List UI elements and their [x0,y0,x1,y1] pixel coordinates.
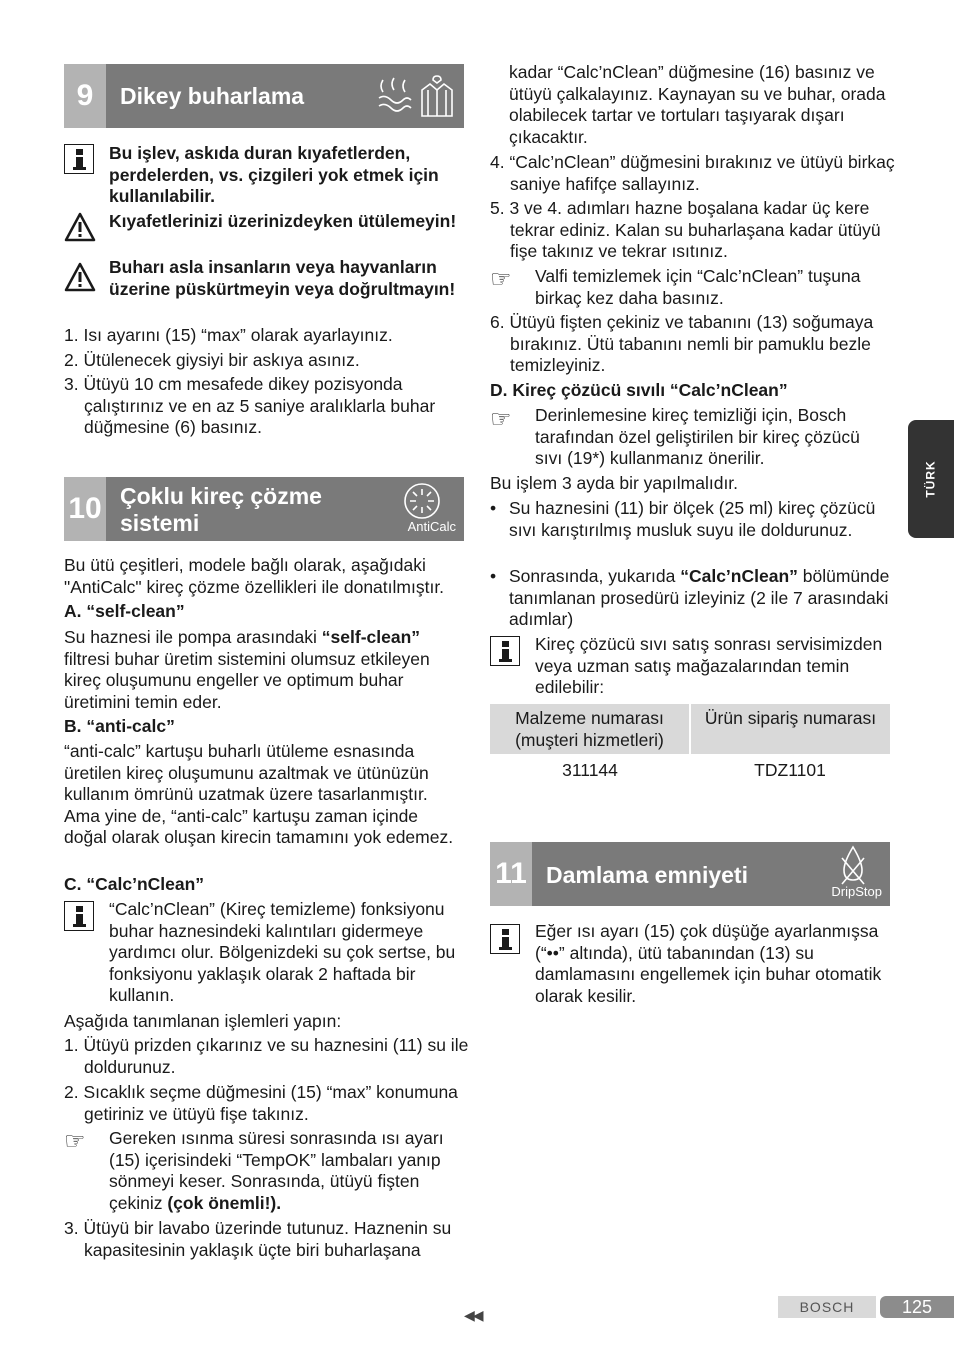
section-9-header [64,64,464,128]
page-number: 125 [880,1296,954,1318]
s10-d-heading: D. Kireç çözücü sıvılı “Calc’nClean” [490,380,788,400]
table-header: Ürün sipariş numarası [690,704,890,754]
s10-c-instruction: Aşağıda tanımlanan işlemleri yapın: [64,1011,342,1031]
s10-a-text: Su haznesi ile pompa arasındaki “self-clean” filtresi buhar üretim sistemini olumsuz etkileyen kireç oluşumunu engeller ve optimum buhar üretimini temin eder. [64,627,430,712]
dripstop-label: DripStop [831,883,882,899]
pointing-hand-icon: ☞ [490,266,512,293]
info-icon [64,901,94,931]
s10-c-info: “Calc’nClean” (Kireç temizleme) fonksiyonu buhar haznesindeki kalıntıları gidermeye yardımcı olur. Bölgenizdeki su çok sertse, bu fonksiyonu yaklaşık olarak 2 haftada bir kullanın. [109,899,456,1005]
language-tab-label: TÜRK [923,460,938,498]
step-item: 2. Ütülenecek giysiyi bir askıya asınız. [64,349,360,370]
warning-icon [64,212,96,242]
table-header-row [490,704,890,754]
step-item: 3. Ütüyü 10 cm mesafede dikey pozisyonda çalıştırınız ve en az 5 saniye aralıklarla buhar düğmesine (6) basınız. [64,374,436,437]
step-item: 2. Sıcaklık seçme düğmesini (15) “max” konumuna getiriniz ve ütüyü fişe takınız. [64,1082,458,1124]
shirt-icon [418,74,456,118]
s10-c-note: Gereken ısınma süresi sonrasında ısı ayarı (15) içerisindeki “TempOK” lambaları yanıp sönmeyi keser. Sonrasında, ütüyü fişten çekiniz (çok önemli!). [109,1128,444,1213]
page-nav-arrows[interactable]: ◀◀ [464,1307,482,1323]
list-item: • Su haznesini (11) bir ölçek (25 ml) kireç çözücü sıvı karıştırılmış musluk suyu ile doldurunuz. [490,498,876,540]
section-number: 11 [490,842,532,906]
section-11-header [490,842,890,906]
step-item: 4. “Calc’nClean” düğmesini bırakınız ve ütüyü birkaç saniye hafifçe sallayınız. [490,152,895,194]
step-item: 3. Ütüyü bir lavabo üzerinde tutunuz. Haznenin su kapasitesinin yaklaşık üçte biri buharlaşana [64,1218,452,1260]
steam-icon [375,74,413,118]
s10-a-heading: A. “self-clean” [64,601,185,621]
s11-info-text: Eğer ısı ayarı (15) çok düşüğe ayarlanmışsa (“••” altında), ütü tabanından (13) su damlamasını engellemek için buhar otomatik olarak kesilir. [535,921,882,1006]
info-icon [490,636,520,666]
pointing-hand-icon: ☞ [490,406,512,433]
list-item: • Sonrasında, yukarıda “Calc’nClean” bölümünde tanımlanan prosedürü izleyiniz (2 ile 7 arasındaki adımlar) [490,566,890,629]
info-icon [490,924,520,954]
section-title-line-1: Çoklu kireç çözme [120,483,322,509]
step-item: 6. Ütüyü fişten çekiniz ve tabanını (13) soğumaya bırakınız. Ütü tabanını nemli bir pamuklu bezle temizleyiniz. [490,312,874,375]
section-title: Damlama emniyeti [546,862,748,888]
section-number: 10 [64,477,106,541]
step-item-continued: kadar “Calc’nClean” düğmesine (16) basınız ve ütüyü çalkalayınız. Kaynayan su ve buhar, orada olabilecek tartar ve tortuları taşıyarak dışarı çıkacaktır. [509,62,886,147]
section-title-line-2: sistemi [120,510,200,536]
s10-c-heading: C. “Calc’nClean” [64,874,205,894]
table-cell: TDZ1101 [754,760,826,780]
s9-warning-1: Kıyafetlerinizi üzerinizdeyken ütülemeyin! [109,211,457,231]
s10-c-note-2: Valfi temizlemek için “Calc’nClean” tuşuna birkaç kez daha basınız. [535,266,861,308]
table-cell: 311144 [562,760,618,780]
warning-icon [64,262,96,292]
section-number: 9 [64,64,106,128]
parts-table [490,704,890,788]
language-tab [908,420,954,538]
s10-d-note: Derinlemesine kireç temizliği için, Bosch tarafından özel geliştirilen bir kireç çözücü sıvı (19*) kullanmanız önerilir. [535,405,860,468]
s9-steps [64,325,464,439]
s9-info-text: Bu işlev, askıda duran kıyafetlerden, perdelerden, vs. çizgileri yok etmek için kullanılabilir. [109,143,439,206]
s10-b-heading: B. “anti-calc” [64,716,175,736]
s9-warning-2: Buharı asla insanların veya hayvanların üzerine püskürtmeyin veya doğrultmayın! [109,257,456,299]
pointing-hand-icon: ☞ [64,1128,86,1155]
section-10-header [64,477,464,541]
table-header: Malzeme numarası (muşteri hizmetleri) [490,704,690,754]
step-item: 1. Ütüyü prizden çıkarınız ve su haznesini (11) su ile doldurunuz. [64,1035,469,1077]
anticalc-label: AntiCalc [407,518,456,534]
s10-d-frequency: Bu işlem 3 ayda bir yapılmalıdır. [490,473,739,493]
step-item: 1. Isı ayarını (15) “max” olarak ayarlayınız. [64,325,393,345]
s10-d-info: Kireç çözücü sıvı satış sonrası servisimizden veya uzman satış mağazalarından temin edilebilir: [535,634,883,697]
info-icon [64,144,94,174]
s10-b-text: “anti-calc” kartuşu buharlı ütüleme esnasında üretilen kireç oluşumunu azaltmak ve ütünüzün kullanım ömrünü uzatmak üzere tasarlanmıştır. Ama yine de, “anti-calc” kartuşu zaman içinde doğal olarak oluşan kirecin tamamını yok edemez. [64,741,454,847]
section-title: Dikey buharlama [120,83,305,109]
table-row [490,754,890,788]
brand-label: BOSCH [778,1296,876,1318]
step-item: 5. 3 ve 4. adımları hazne boşalana kadar üç kere tekrar ediniz. Kalan su buharlaşana kadar ütüyü fişe takınız ve tekrar ısıtınız. [490,198,881,261]
s10-intro: Bu ütü çeşitleri, modele bağlı olarak, aşağıdaki "AntiCalc" kireç çözme özellikleri ile donatılmıştır. [64,555,445,597]
